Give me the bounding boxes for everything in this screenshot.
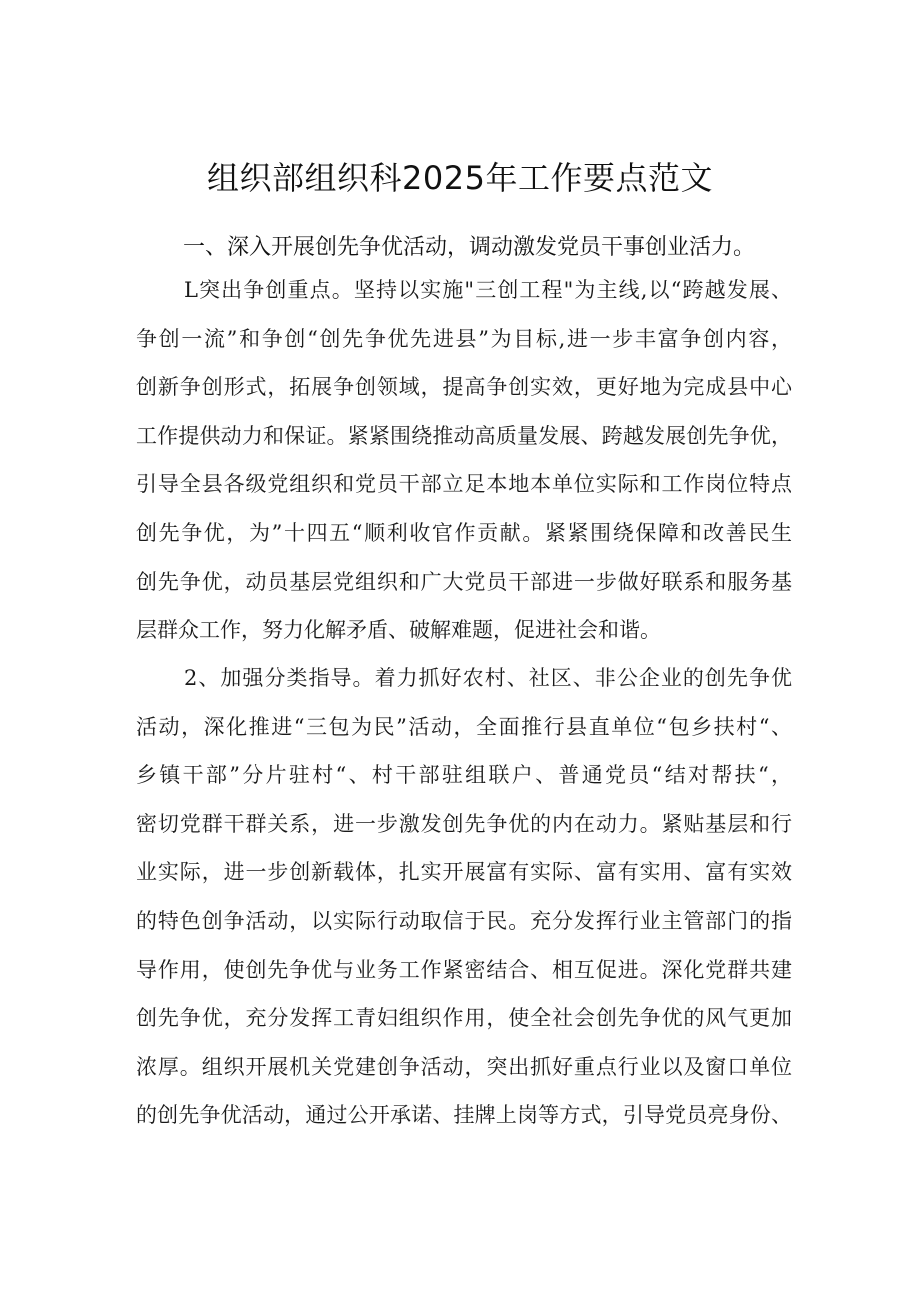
paragraph-line: 创先争优，充分发挥工青妇组织作用，使全社会创先争优的风气更加: [136, 1006, 792, 1031]
paragraph-line: 业实际，进一步创新载体，扎实开展富有实际、富有实用、富有实效: [136, 860, 792, 885]
section-heading: 一、深入开展创先争优活动，调动激发党员干事创业活力。: [183, 235, 756, 260]
paragraph-line: 活动，深化推进“三包为民”活动，全面推行县直单位“包乡扶村“、: [136, 714, 792, 739]
paragraph-line: 浓厚。组织开展机关党建创争活动，突出抓好重点行业以及窗口单位: [136, 1054, 792, 1079]
paragraph-line: L突出争创重点。坚持以实施"三创工程"为主线,以“跨越发展、: [184, 278, 792, 302]
paragraph-line: 导作用，使创先争优与业务工作紧密结合、相互促进。深化党群共建: [136, 957, 792, 982]
paragraph-line: 密切党群干群关系，进一步激发创先争优的内在动力。紧贴基层和行: [136, 811, 792, 836]
paragraph-line: 创先争优，动员基层党组织和广大党员干部进一步做好联系和服务基: [136, 569, 792, 594]
paragraph-2: [136, 654, 792, 1140]
paragraph-line: 的特色创争活动，以实际行动取信于民。充分发挥行业主管部门的指: [136, 908, 792, 933]
document-title: 组织部组织科2025年工作要点范文: [207, 159, 713, 197]
paragraph-line: 2、加强分类指导。着力抓好农村、社区、非公企业的创先争优: [184, 666, 792, 690]
paragraph-line: 工作提供动力和保证。紧紧围绕推动高质量发展、跨越发展创先争优，: [136, 423, 792, 448]
paragraph-line: 的创先争优活动，通过公开承诺、挂牌上岗等方式，引导党员亮身份、: [136, 1103, 792, 1128]
paragraph-line: 创新争创形式，拓展争创领域，提高争创实效，更好地为完成县中心: [136, 375, 792, 400]
paragraph-1: [136, 266, 792, 655]
paragraph-line: 乡镇干部”分片驻村“、村干部驻组联户、普通党员“结对帮扶“，: [136, 763, 792, 788]
paragraph-line: 争创一流”和争创“创先争优先进县”为目标,进一步丰富争创内容，: [136, 326, 792, 351]
paragraph-line: 层群众工作，努力化解矛盾、破解难题，促进社会和谐。: [136, 618, 661, 643]
paragraph-line: 引导全县各级党组织和党员干部立足本地本单位实际和工作岗位特点: [136, 472, 792, 497]
paragraph-line: 创先争优，为”十四五“顺利收官作贡献。紧紧围绕保障和改善民生: [136, 520, 792, 545]
